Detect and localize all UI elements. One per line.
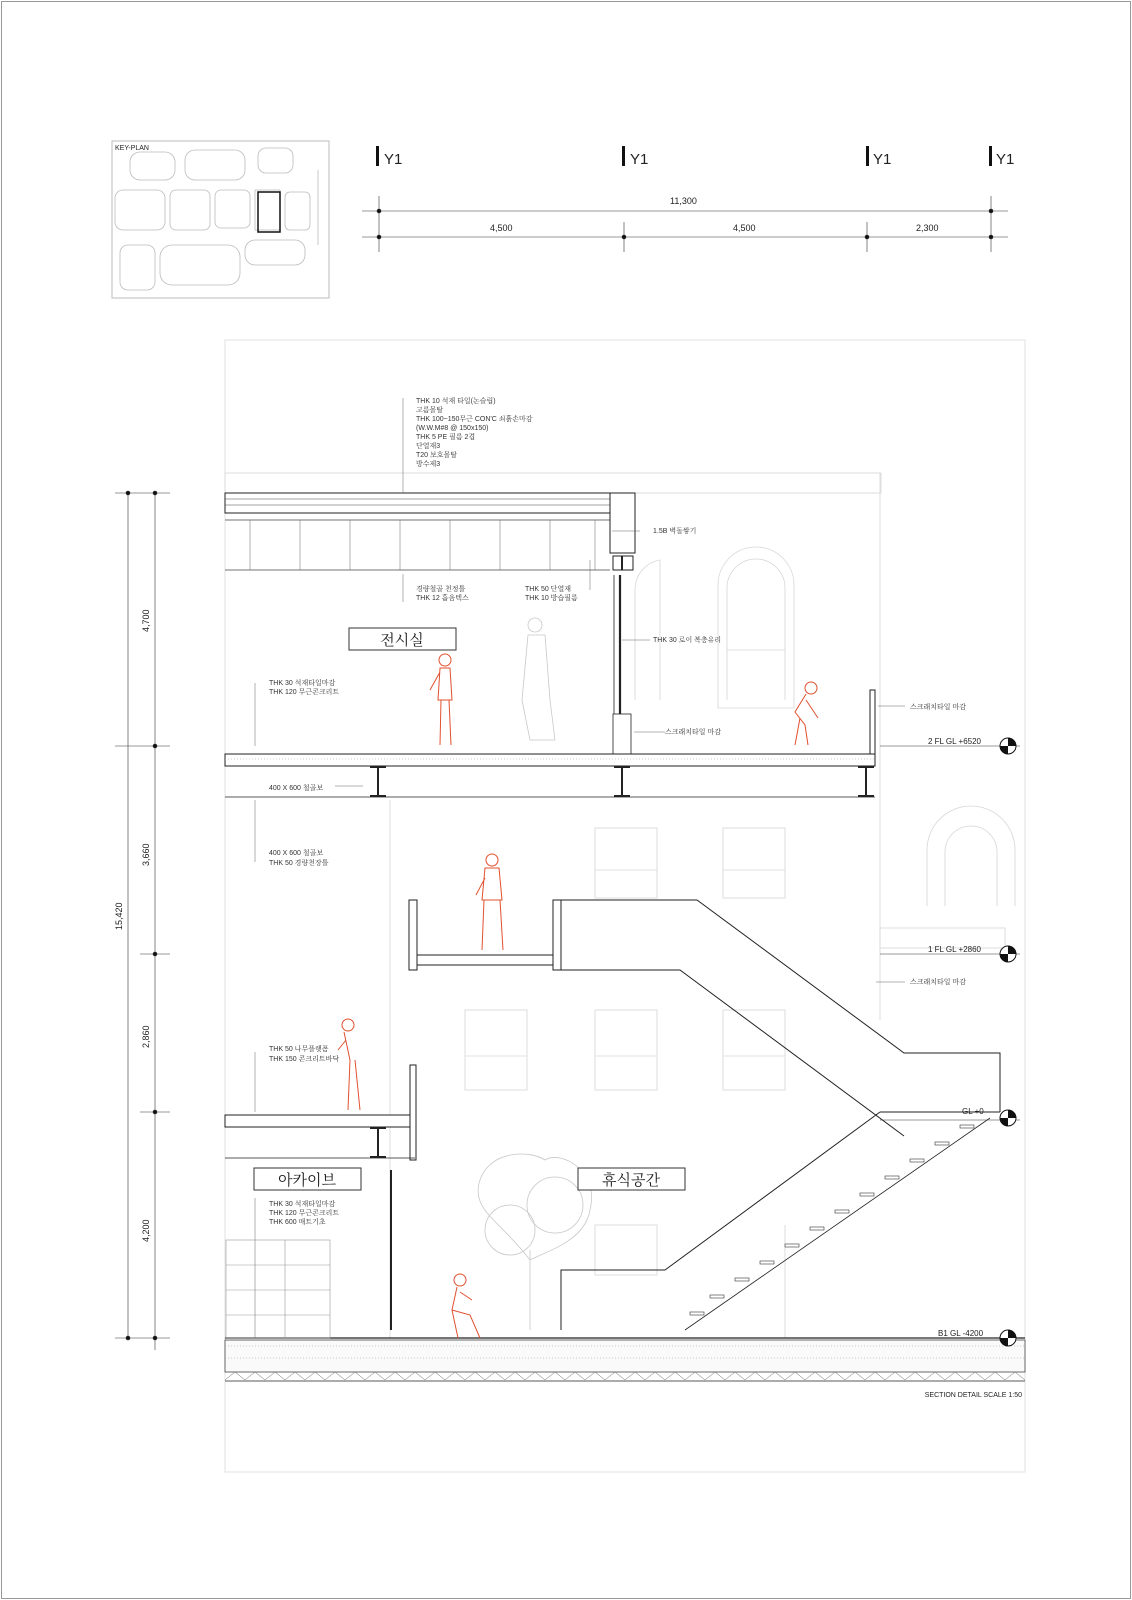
statue: [522, 618, 555, 740]
scale-note: SECTION DETAIL SCALE 1:50: [924, 1392, 1022, 1399]
note-insulation-2: THK 10 방습필름: [525, 595, 578, 602]
dim-seg-2: 3,660: [141, 843, 151, 866]
level-gl: GL +0: [962, 1107, 984, 1116]
dim-seg-1: 4,700: [141, 609, 151, 632]
note-floor2-1: THK 30 석재타일마감: [269, 680, 336, 687]
dim-overall-vertical: 15,420: [114, 902, 124, 930]
figure-exhibition-woman: [430, 654, 452, 745]
note-floor2-2: THK 120 무근콘크리트: [269, 689, 340, 696]
note-roof-1: THK 10 석재 타일(논슬립): [416, 398, 496, 405]
dim-seg-4: 4,200: [141, 1219, 151, 1242]
room-lounge: 휴식공간: [602, 1172, 660, 1189]
tree: [478, 1154, 592, 1330]
note-scratch-tile-ext: 스크래치타일 마감: [910, 704, 967, 711]
grid-tag-4: Y1: [996, 151, 1015, 168]
dim-seg-3: 2,860: [141, 1025, 151, 1048]
foundation: [225, 1338, 1025, 1381]
slab-1f-balcony: [409, 900, 1000, 1136]
note-brick: 1.5B 벽돌쌓기: [653, 528, 697, 535]
note-roof-8: 방수제3: [416, 461, 441, 468]
bookshelf: [226, 1240, 330, 1338]
note-scratch-tile-2f: 스크래치타일 마감: [665, 729, 722, 736]
level-1fl: 1 FL GL +2860: [928, 945, 981, 954]
annotation-leaders: [255, 398, 905, 1338]
key-plan-title: KEY-PLAN: [115, 145, 149, 152]
room-exhibition: 전시실: [380, 632, 424, 649]
note-roof-7: T20 보호몰탈: [416, 452, 458, 459]
note-floor-b1-1: THK 30 석재타일마감: [269, 1201, 336, 1208]
note-roof-6: 단열재3: [416, 443, 441, 450]
note-insulation-1: THK 50 단열재: [525, 586, 571, 593]
note-beam2-2: THK 50 경량천장틀: [269, 860, 329, 867]
note-glass: THK 30 로이 복층유리: [653, 637, 722, 644]
figure-crouching: [795, 682, 818, 745]
glass-wall: [613, 575, 631, 754]
roof-slab: [225, 493, 635, 570]
note-roof-5: THK 5 PE 필름 2겹: [416, 434, 476, 441]
note-floor-b1-2: THK 120 무근콘크리트: [269, 1210, 340, 1217]
note-roof-3: THK 100~150무근 CON'C 쇠흙손마감: [416, 416, 533, 423]
dim-span-2: 4,500: [733, 223, 756, 233]
dim-span-1: 4,500: [490, 223, 513, 233]
grid-tag-1: Y1: [384, 151, 403, 168]
stair: [561, 1112, 990, 1330]
note-ceiling-2: THK 12 흡음텍스: [416, 595, 469, 602]
slab-2f: [225, 690, 875, 797]
note-floor-wood-1: THK 50 나무플랫폼: [269, 1046, 329, 1053]
dim-overall-horizontal: 11,300: [670, 196, 697, 206]
note-roof-2: 고름몰탈: [416, 407, 444, 414]
dim-span-3: 2,300: [916, 223, 939, 233]
level-markers: [880, 738, 1020, 1346]
note-floor-b1-3: THK 600 매트기초: [269, 1219, 326, 1226]
figure-platform: [338, 1019, 360, 1110]
key-plan: [112, 141, 329, 298]
note-scratch-tile-1f: 스크래치타일 마감: [910, 979, 967, 986]
note-floor-wood-2: THK 150 콘크리트바닥: [269, 1056, 340, 1063]
figure-seated: [452, 1274, 480, 1338]
grid-axis-top: [376, 146, 1014, 168]
note-beam2-1: 400 X 600 철골보: [269, 850, 324, 857]
level-2fl: 2 FL GL +6520: [928, 737, 981, 746]
grid-tag-3: Y1: [873, 151, 892, 168]
note-ceiling-1: 경량철골 천정틀: [416, 586, 466, 593]
room-archive: 아카이브: [278, 1172, 336, 1189]
grid-tag-2: Y1: [630, 151, 649, 168]
figure-balcony-woman: [476, 854, 503, 950]
note-roof-4: (W.W.M#8 @ 150x150): [416, 425, 489, 432]
level-b1: B1 GL -4200: [938, 1329, 984, 1338]
note-beam: 400 X 600 철골보: [269, 785, 324, 792]
